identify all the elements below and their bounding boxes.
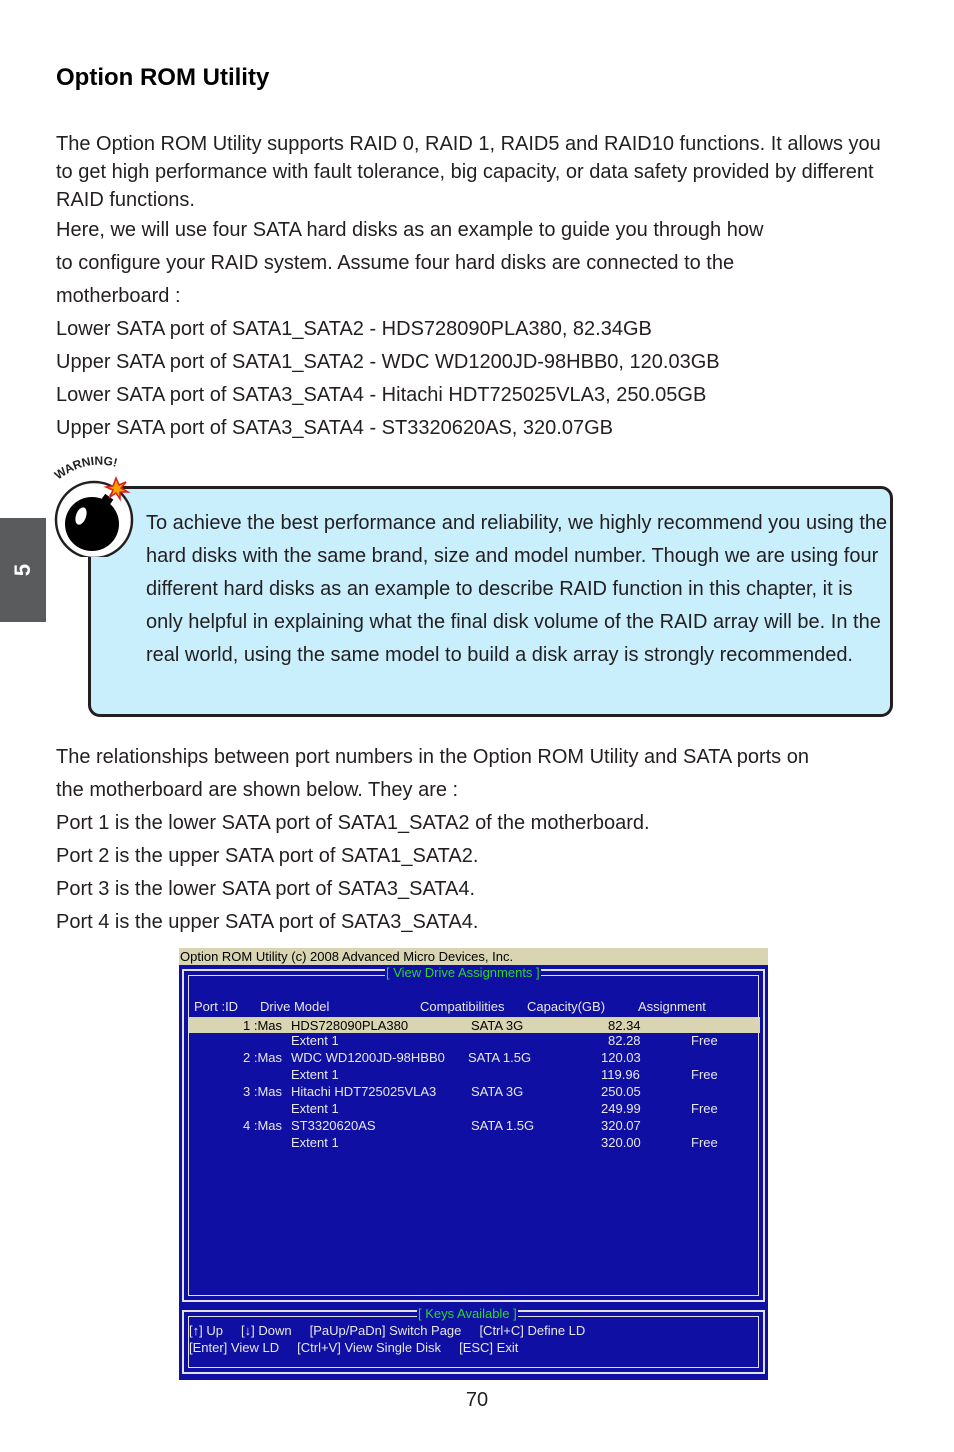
- bios-title-bar: Option ROM Utility (c) 2008 Advanced Micro Devices, Inc.: [179, 948, 768, 965]
- chapter-tab: [0, 518, 46, 622]
- row-capacity: 120.03: [601, 1050, 641, 1065]
- keys-title: [ Keys Available ]: [418, 1306, 517, 1321]
- bios-screen: [179, 948, 768, 1380]
- page-title: Option ROM Utility: [56, 64, 270, 91]
- setup-line: Upper SATA port of SATA1_SATA2 - WDC WD1200JD-98HBB0, 120.03GB: [56, 351, 720, 373]
- row-compat: SATA 3G: [471, 1018, 524, 1033]
- row-capacity: 250.05: [601, 1084, 641, 1099]
- port-line: Port 3 is the lower SATA port of SATA3_SATA4.: [56, 878, 476, 900]
- header-capacity: Capacity(GB): [527, 999, 606, 1014]
- setup-line: motherboard :: [56, 285, 181, 307]
- row-model: Extent 1: [291, 1101, 339, 1116]
- port-line: Port 1 is the lower SATA port of SATA1_SATA2 of the motherboard.: [56, 812, 650, 834]
- row-capacity: 82.28: [608, 1033, 641, 1048]
- row-model: Hitachi HDT725025VLA3: [291, 1084, 437, 1099]
- port-line: Port 2 is the upper SATA port of SATA1_SATA2.: [56, 845, 479, 867]
- row-port: 4 :Mas: [243, 1118, 283, 1133]
- setup-line: to configure your RAID system. Assume four hard disks are connected to the: [56, 252, 735, 274]
- row-compat: SATA 1.5G: [468, 1050, 532, 1065]
- header-drive-model: Drive Model: [260, 999, 330, 1014]
- keys-line-1: [↑] Up [↓] Down [PaUp/PaDn] Switch Page [Ctrl+C] Define LD: [189, 1323, 586, 1338]
- header-port-id: Port :ID: [194, 999, 239, 1014]
- row-capacity: 82.34: [608, 1018, 641, 1033]
- row-capacity: 249.99: [601, 1101, 641, 1116]
- row-assignment: Free: [691, 1135, 718, 1150]
- drive-assignments-title: [ View Drive Assignments ]: [386, 965, 540, 980]
- warning-label: [52, 452, 134, 482]
- svg-text:WARNING!: [52, 454, 119, 482]
- warning-label-text: WARNING!: [52, 453, 119, 482]
- row-capacity: 320.00: [601, 1135, 641, 1150]
- row-port: 2 :Mas: [243, 1050, 283, 1065]
- row-model: ST3320620AS: [291, 1118, 376, 1133]
- header-compatibilities: Compatibilities: [420, 999, 505, 1014]
- row-model: Extent 1: [291, 1033, 339, 1048]
- port-line: the motherboard are shown below. They are :: [56, 779, 459, 801]
- row-capacity: 320.07: [601, 1118, 641, 1133]
- chapter-number: 5: [10, 563, 35, 577]
- row-assignment: Free: [691, 1101, 718, 1116]
- setup-line: Here, we will use four SATA hard disks as an example to guide you through how: [56, 219, 764, 241]
- row-assignment: Free: [691, 1067, 718, 1082]
- row-port: 3 :Mas: [243, 1084, 283, 1099]
- intro-paragraph: The Option ROM Utility supports RAID 0, RAID 1, RAID5 and RAID10 functions. It allows you to get high performance with fault tolerance, big capacity, or data safety provided by different RAID functions.: [56, 133, 881, 211]
- setup-line: Lower SATA port of SATA1_SATA2 - HDS728090PLA380, 82.34GB: [56, 318, 652, 340]
- port-line: Port 4 is the upper SATA port of SATA3_SATA4.: [56, 911, 479, 933]
- row-assignment: Free: [691, 1033, 718, 1048]
- row-port: 1 :Mas: [243, 1018, 283, 1033]
- header-assignment: Assignment: [638, 999, 706, 1014]
- page-number: 70: [465, 1389, 489, 1411]
- row-model: Extent 1: [291, 1067, 339, 1082]
- setup-line: Lower SATA port of SATA3_SATA4 - Hitachi HDT725025VLA3, 250.05GB: [56, 384, 707, 406]
- row-model: WDC WD1200JD-98HBB0: [291, 1050, 445, 1065]
- row-model: Extent 1: [291, 1135, 339, 1150]
- setup-line: Upper SATA port of SATA3_SATA4 - ST3320620AS, 320.07GB: [56, 417, 613, 439]
- row-compat: SATA 1.5G: [471, 1118, 535, 1133]
- keys-line-2: [Enter] View LD [Ctrl+V] View Single Disk [ESC] Exit: [189, 1340, 519, 1355]
- row-model: HDS728090PLA380: [291, 1018, 409, 1033]
- port-line: The relationships between port numbers in the Option ROM Utility and SATA ports on: [56, 746, 809, 768]
- row-compat: SATA 3G: [471, 1084, 524, 1099]
- warning-text: To achieve the best performance and reliability, we highly recommend you using the hard disks with the same brand, size and model number. Though we are using four different hard disks as an example to describe RAID function in this chapter, it is only helpful in explaining what the final disk volume of the RAID array will be. In the real world, using the same model to build a disk array is strongly recommended.: [146, 512, 888, 666]
- row-capacity: 119.96: [601, 1067, 640, 1082]
